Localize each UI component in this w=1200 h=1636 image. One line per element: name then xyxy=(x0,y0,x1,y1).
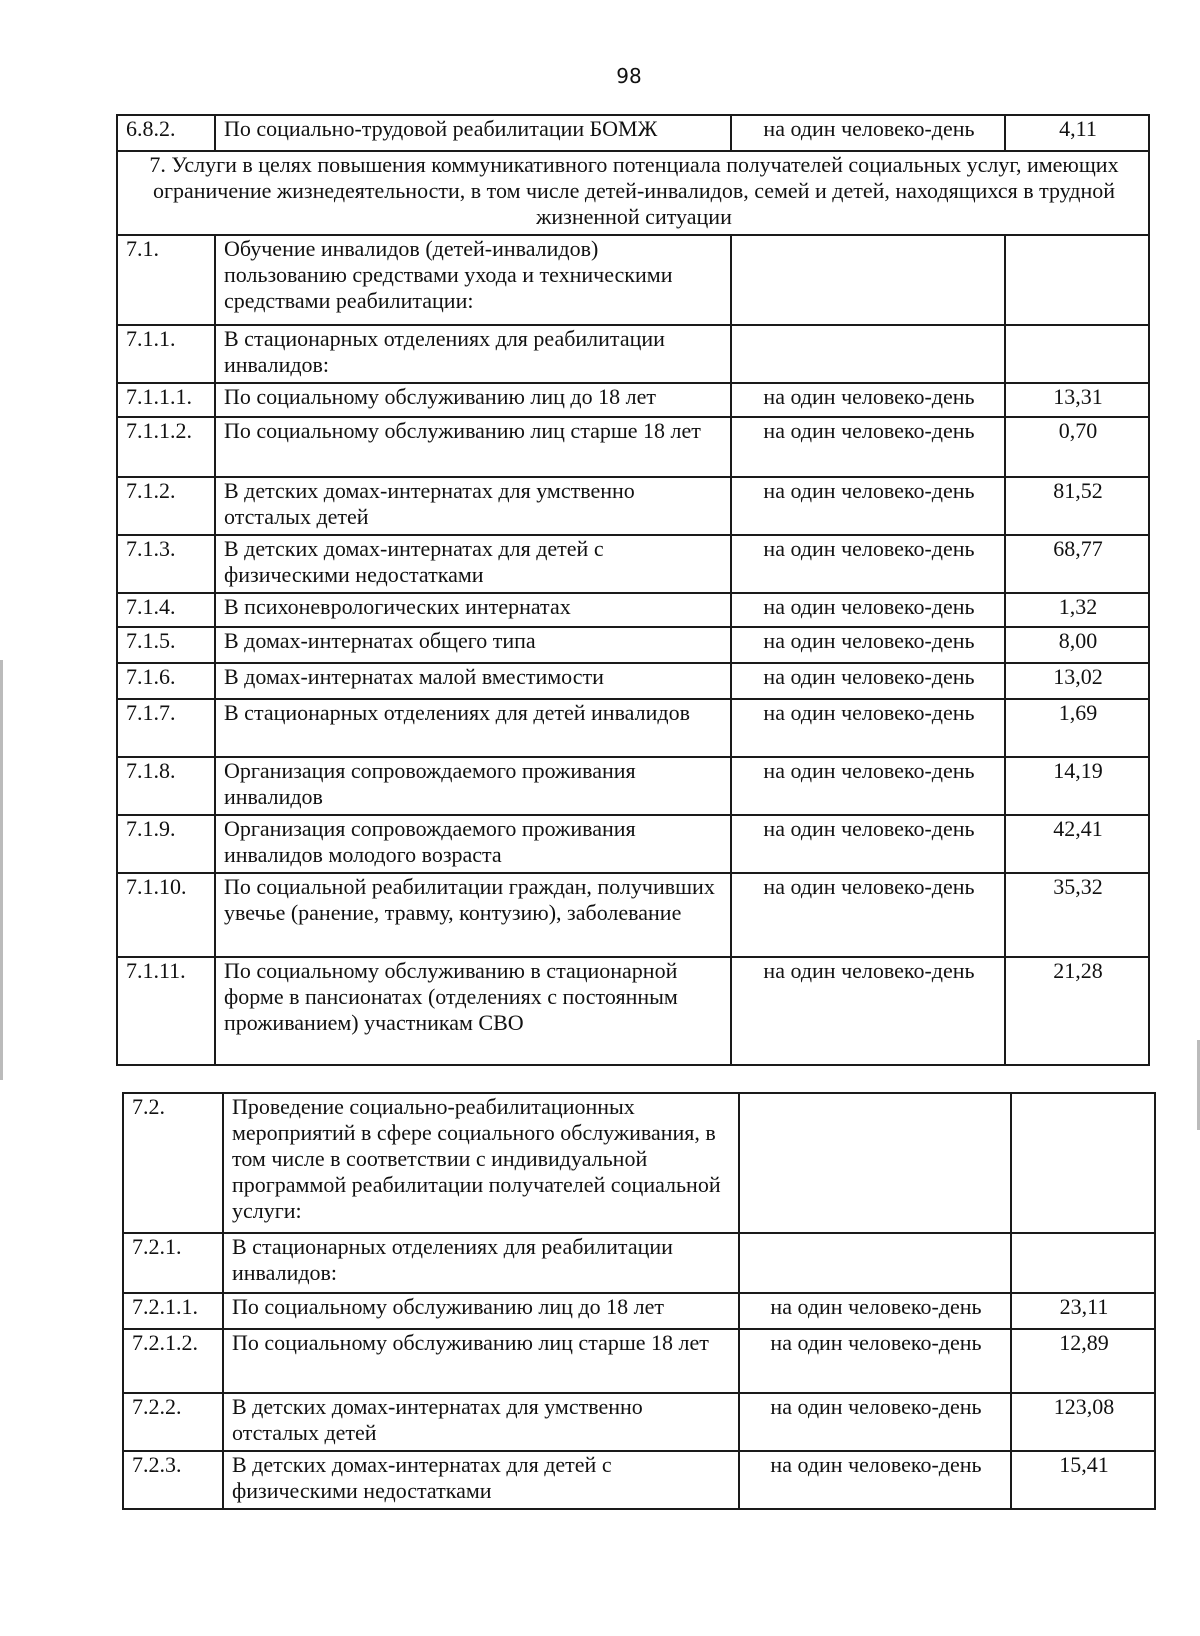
service-name: По социальному обслуживанию лиц до 18 лет xyxy=(223,1293,739,1329)
row-number: 7.1.1.1. xyxy=(117,383,215,417)
scan-edge-mark xyxy=(0,660,3,1080)
value-cell: 13,31 xyxy=(1005,383,1149,417)
value-cell: 1,69 xyxy=(1005,699,1149,757)
section-row xyxy=(117,151,1149,235)
service-name: Проведение социально-реабилитационных мероприятий в сфере социального обслуживания, в том числе в соответствии с индивидуальной программой реабилитации получателей социальной услуги: xyxy=(223,1093,739,1233)
value-cell: 123,08 xyxy=(1011,1393,1155,1451)
row-number: 7.1.9. xyxy=(117,815,215,873)
table-row xyxy=(117,593,1149,627)
row-number: 7.1. xyxy=(117,235,215,325)
service-name: По социально-трудовой реабилитации БОМЖ xyxy=(215,115,731,151)
service-name: В психоневрологических интернатах xyxy=(215,593,731,627)
value-cell: 42,41 xyxy=(1005,815,1149,873)
unit-cell xyxy=(739,1233,1011,1293)
unit-cell: на один человеко-день xyxy=(731,627,1005,663)
value-cell xyxy=(1011,1233,1155,1293)
value-cell: 0,70 xyxy=(1005,417,1149,477)
service-name: В стационарных отделениях для реабилитации инвалидов: xyxy=(223,1233,739,1293)
service-name: В детских домах-интернатах для умственно отсталых детей xyxy=(215,477,731,535)
row-number: 7.2.1.2. xyxy=(123,1329,223,1393)
service-name: В стационарных отделениях для реабилитации инвалидов: xyxy=(215,325,731,383)
unit-cell: на один человеко-день xyxy=(731,699,1005,757)
value-cell: 8,00 xyxy=(1005,627,1149,663)
table-row xyxy=(117,235,1149,325)
row-number: 7.1.6. xyxy=(117,663,215,699)
value-cell: 13,02 xyxy=(1005,663,1149,699)
table-row xyxy=(117,477,1149,535)
unit-cell: на один человеко-день xyxy=(731,815,1005,873)
unit-cell xyxy=(731,325,1005,383)
tariff-table-bottom xyxy=(122,1092,1156,1510)
service-name: По социальной реабилитации граждан, получивших увечье (ранение, травму, контузию), заболевание xyxy=(215,873,731,957)
value-cell: 21,28 xyxy=(1005,957,1149,1065)
unit-cell: на один человеко-день xyxy=(731,417,1005,477)
row-number: 7.2. xyxy=(123,1093,223,1233)
unit-cell: на один человеко-день xyxy=(731,115,1005,151)
row-number: 7.1.4. xyxy=(117,593,215,627)
service-name: Обучение инвалидов (детей-инвалидов) пользованию средствами ухода и техническими средствами реабилитации: xyxy=(215,235,731,325)
service-name: В стационарных отделениях для детей инвалидов xyxy=(215,699,731,757)
row-number: 7.2.3. xyxy=(123,1451,223,1509)
service-name: В домах-интернатах малой вместимости xyxy=(215,663,731,699)
service-name: Организация сопровождаемого проживания инвалидов xyxy=(215,757,731,815)
table-row xyxy=(123,1329,1155,1393)
service-name: В домах-интернатах общего типа xyxy=(215,627,731,663)
unit-cell: на один человеко-день xyxy=(731,477,1005,535)
value-cell xyxy=(1011,1093,1155,1233)
unit-cell: на один человеко-день xyxy=(731,873,1005,957)
unit-cell: на один человеко-день xyxy=(739,1293,1011,1329)
unit-cell: на один человеко-день xyxy=(731,663,1005,699)
unit-cell xyxy=(731,235,1005,325)
value-cell: 12,89 xyxy=(1011,1329,1155,1393)
unit-cell: на один человеко-день xyxy=(731,535,1005,593)
value-cell xyxy=(1005,325,1149,383)
value-cell: 15,41 xyxy=(1011,1451,1155,1509)
service-name: В детских домах-интернатах для детей с физическими недостатками xyxy=(223,1451,739,1509)
page-number: 98 xyxy=(616,64,642,88)
unit-cell: на один человеко-день xyxy=(739,1329,1011,1393)
table-row xyxy=(117,325,1149,383)
row-number: 7.1.1. xyxy=(117,325,215,383)
row-number: 7.2.1.1. xyxy=(123,1293,223,1329)
unit-cell xyxy=(739,1093,1011,1233)
unit-cell: на один человеко-день xyxy=(731,593,1005,627)
unit-cell: на один человеко-день xyxy=(739,1451,1011,1509)
table-row xyxy=(117,535,1149,593)
table-row xyxy=(117,957,1149,1065)
unit-cell: на один человеко-день xyxy=(739,1393,1011,1451)
table-row xyxy=(123,1233,1155,1293)
row-number: 7.2.1. xyxy=(123,1233,223,1293)
unit-cell: на один человеко-день xyxy=(731,957,1005,1065)
service-name: По социальному обслуживанию лиц старше 18 лет xyxy=(223,1329,739,1393)
row-number: 7.1.7. xyxy=(117,699,215,757)
table-row xyxy=(117,815,1149,873)
service-name: Организация сопровождаемого проживания инвалидов молодого возраста xyxy=(215,815,731,873)
row-number: 7.1.3. xyxy=(117,535,215,593)
unit-cell: на один человеко-день xyxy=(731,757,1005,815)
row-number: 7.1.11. xyxy=(117,957,215,1065)
table-row xyxy=(117,627,1149,663)
table-row xyxy=(117,757,1149,815)
service-name: По социальному обслуживанию в стационарной форме в пансионатах (отделениях с постоянным проживанием) участникам СВО xyxy=(215,957,731,1065)
unit-cell: на один человеко-день xyxy=(731,383,1005,417)
table-row xyxy=(117,873,1149,957)
value-cell: 4,11 xyxy=(1005,115,1149,151)
value-cell: 1,32 xyxy=(1005,593,1149,627)
table-row xyxy=(117,115,1149,151)
table-row xyxy=(123,1293,1155,1329)
table-row xyxy=(117,663,1149,699)
row-number: 7.1.1.2. xyxy=(117,417,215,477)
table-row xyxy=(117,699,1149,757)
row-number: 7.1.10. xyxy=(117,873,215,957)
value-cell: 23,11 xyxy=(1011,1293,1155,1329)
table-row xyxy=(123,1451,1155,1509)
service-name: По социальному обслуживанию лиц старше 18 лет xyxy=(215,417,731,477)
value-cell: 14,19 xyxy=(1005,757,1149,815)
service-name: В детских домах-интернатах для детей с физическими недостатками xyxy=(215,535,731,593)
service-name: По социальному обслуживанию лиц до 18 лет xyxy=(215,383,731,417)
service-name: В детских домах-интернатах для умственно отсталых детей xyxy=(223,1393,739,1451)
row-number: 7.1.2. xyxy=(117,477,215,535)
value-cell: 68,77 xyxy=(1005,535,1149,593)
section-header: 7. Услуги в целях повышения коммуникативного потенциала получателей социальных услуг, имеющих ограничение жизнедеятельности, в том числе детей-инвалидов, семей и детей, находящихся в трудной жизненной ситуации xyxy=(117,151,1149,235)
table-row xyxy=(123,1393,1155,1451)
table-row xyxy=(123,1093,1155,1233)
table-row xyxy=(117,417,1149,477)
table-row xyxy=(117,383,1149,417)
value-cell: 35,32 xyxy=(1005,873,1149,957)
row-number: 7.1.8. xyxy=(117,757,215,815)
value-cell xyxy=(1005,235,1149,325)
row-number: 7.1.5. xyxy=(117,627,215,663)
row-number: 6.8.2. xyxy=(117,115,215,151)
row-number: 7.2.2. xyxy=(123,1393,223,1451)
value-cell: 81,52 xyxy=(1005,477,1149,535)
tariff-table-top xyxy=(116,114,1150,1066)
